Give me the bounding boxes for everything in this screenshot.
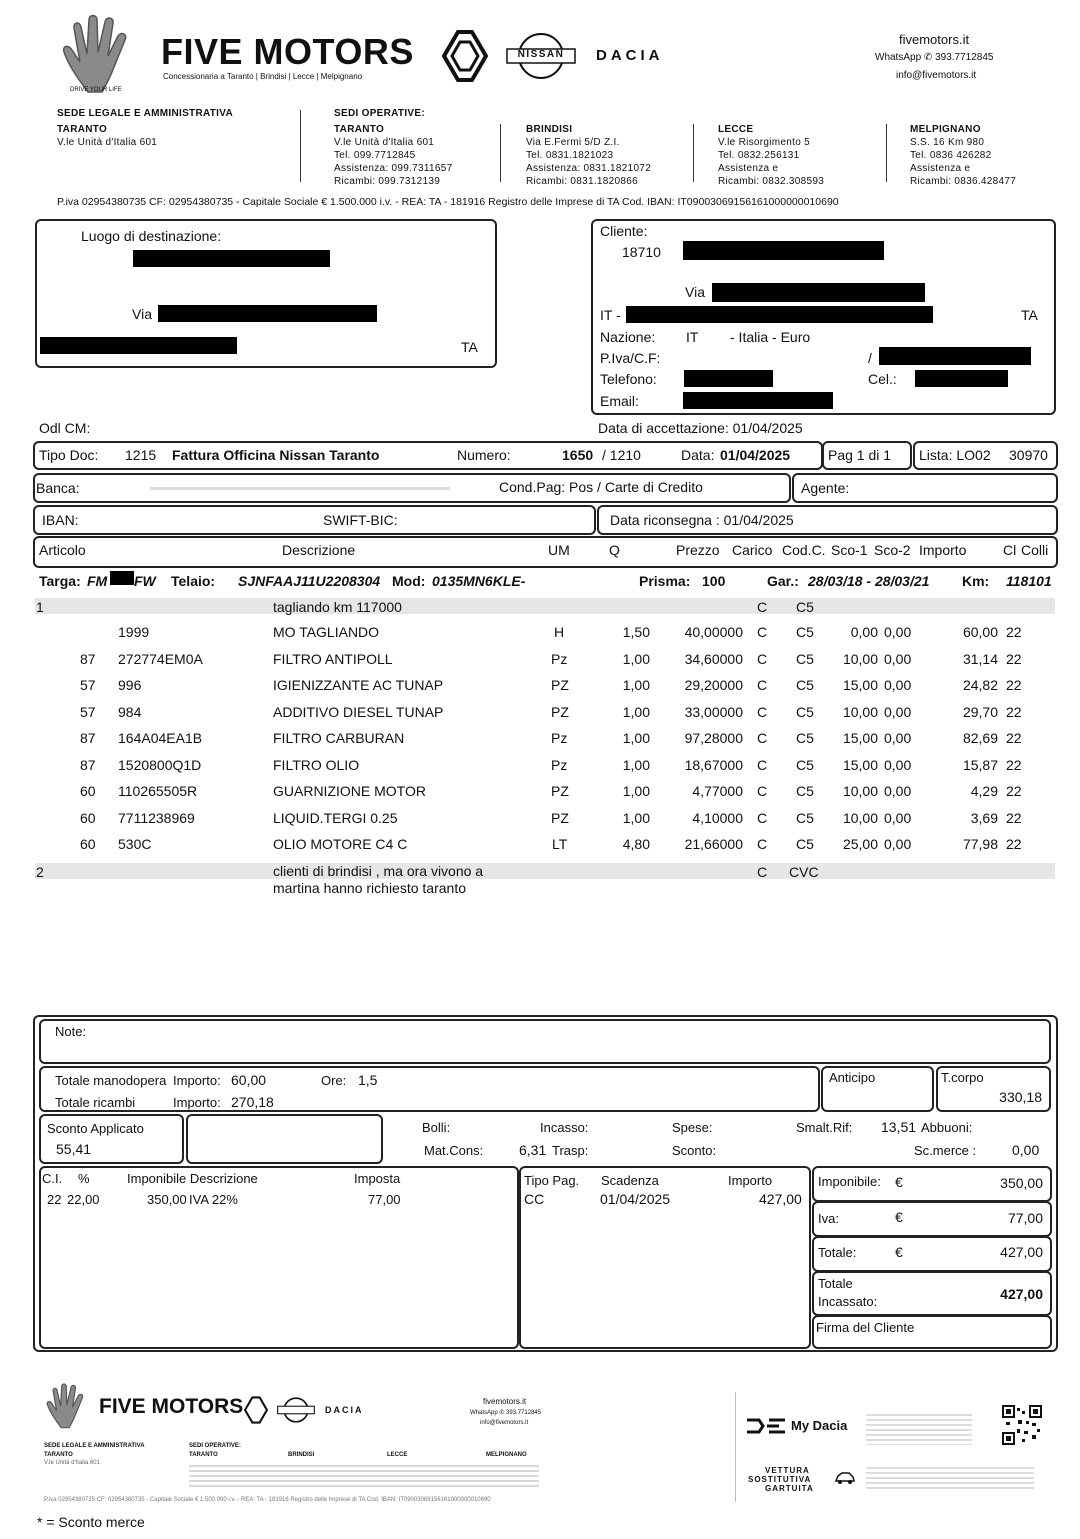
importo-label: Importo bbox=[728, 1173, 773, 1188]
anticipo-label: Anticipo bbox=[829, 1070, 876, 1085]
qr-code-icon bbox=[1002, 1405, 1042, 1445]
firma-label: Firma del Cliente bbox=[816, 1320, 915, 1335]
footer-legal-line: P.iva 02954380735 CF: 02954380735 - Capitale Sociale € 1.500.000 i.v. - REA: TA - 181916 Registro delle Imprese di TA Cod. IBAN: IT09003069156161000000010690 bbox=[44, 1497, 491, 1503]
col-prezzo: Prezzo bbox=[676, 542, 720, 558]
table-row: 60 7711238969 LIQUID.TERGI 0.25 PZ 1,00 4,10000 C C5 10,00 0,00 3,69 22 bbox=[80, 810, 1022, 826]
section-1-c: C bbox=[757, 599, 768, 615]
client-via-label: Via bbox=[685, 284, 705, 300]
col-carico: Carico bbox=[732, 542, 773, 558]
acceptance-date: Data di accettazione: 01/04/2025 bbox=[598, 420, 803, 436]
telaio-label: Telaio: bbox=[171, 573, 216, 589]
totale-label: Totale: bbox=[818, 1245, 857, 1260]
whatsapp: WhatsApp ✆ 393.7712845 bbox=[875, 52, 994, 63]
ricambi-imp: 270,18 bbox=[231, 1094, 274, 1110]
targa-end: FW bbox=[134, 573, 156, 589]
iva: 77,00 bbox=[1007, 1210, 1043, 1226]
col-sco2: Sco-2 bbox=[874, 542, 911, 558]
col-um: UM bbox=[548, 542, 570, 558]
faded-text bbox=[866, 1464, 1034, 1492]
iban-row bbox=[33, 505, 596, 535]
divider bbox=[693, 124, 694, 182]
piva-label: P.Iva/C.F: bbox=[600, 350, 661, 366]
mydacia-label: My Dacia bbox=[791, 1418, 848, 1433]
destination-province: TA bbox=[461, 339, 478, 355]
legal-line: P.iva 02954380735 CF: 02954380735 - Capitale Sociale € 1.500.000 i.v. - REA: TA - 181916 Registro delle Imprese di TA Cod. IBAN: IT09003069156161000000010690 bbox=[57, 196, 839, 208]
destination-label: Luogo di destinazione: bbox=[81, 228, 222, 244]
website: fivemotors.it bbox=[899, 32, 970, 47]
col-codc: Cod.C. bbox=[782, 542, 826, 558]
mod: 0135MN6KLE- bbox=[432, 573, 526, 589]
mano-imp-label: Importo: bbox=[173, 1073, 221, 1088]
col-importo: Importo bbox=[919, 542, 967, 558]
client-code: 18710 bbox=[622, 244, 661, 260]
email-label: Email: bbox=[600, 393, 639, 409]
totale: 427,00 bbox=[1000, 1244, 1043, 1260]
cel-label: Cel.: bbox=[868, 371, 897, 387]
blank-box bbox=[186, 1114, 383, 1164]
gar-label: Gar.: bbox=[767, 573, 799, 589]
tcorpo: 330,18 bbox=[999, 1089, 1042, 1105]
iban-label: IBAN: bbox=[42, 512, 79, 528]
swift-label: SWIFT-BIC: bbox=[323, 512, 398, 528]
section-highlight bbox=[35, 598, 1055, 614]
footer-legal-title: SEDE LEGALE E AMMINISTRATIVA bbox=[44, 1443, 145, 1449]
incassato-label-1: Totale bbox=[818, 1276, 853, 1291]
nazione-label: Nazione: bbox=[600, 329, 656, 345]
legal-address: V.le Unità d'Italia 601 bbox=[57, 137, 158, 148]
car-icon bbox=[834, 1471, 856, 1485]
footer-legal-city: TARANTO bbox=[44, 1452, 73, 1458]
ricambi-label: Totale ricambi bbox=[55, 1095, 136, 1110]
numero-label: Numero: bbox=[457, 447, 511, 463]
slogan: DRIVE YOUR LIFE bbox=[70, 87, 122, 93]
client-label: Cliente: bbox=[600, 223, 648, 239]
incasso-label: Incasso: bbox=[540, 1120, 589, 1135]
footer-operative-title: SEDI OPERATIVE: bbox=[189, 1443, 241, 1449]
iva-label: Iva: bbox=[818, 1211, 839, 1226]
imponibile-desc-label: Imponibile Descrizione bbox=[127, 1171, 258, 1186]
divider bbox=[886, 124, 887, 182]
divider bbox=[300, 110, 301, 182]
vat-pct: 22,00 bbox=[67, 1192, 100, 1207]
imposta-label: Imposta bbox=[354, 1171, 401, 1186]
nazione-value: IT bbox=[686, 329, 699, 345]
prisma: 100 bbox=[702, 573, 726, 589]
imponibile: 350,00 bbox=[1000, 1175, 1043, 1191]
odl-label: Odl CM: bbox=[39, 420, 91, 436]
col-q: Q bbox=[609, 542, 620, 558]
mano-imp: 60,00 bbox=[231, 1072, 267, 1088]
vat-desc: IVA 22% bbox=[189, 1192, 238, 1207]
renault-logo-icon bbox=[244, 1395, 268, 1425]
prisma-label: Prisma: bbox=[639, 573, 691, 589]
smalt-label: Smalt.Rif: bbox=[796, 1120, 853, 1135]
ore: 1,5 bbox=[358, 1072, 378, 1088]
euro-symbol: € bbox=[895, 1174, 903, 1190]
section-2-desc1: clienti di brindisi , ma ora vivono a bbox=[273, 863, 484, 879]
sconto-merce-note: * = Sconto merce bbox=[37, 1514, 145, 1530]
legal-city: TARANTO bbox=[57, 124, 108, 135]
scadenza: 01/04/2025 bbox=[600, 1191, 671, 1207]
table-row: 87 164A04EA1B FILTRO CARBURAN Pz 1,00 97,28000 C C5 15,00 0,00 82,69 22 bbox=[80, 730, 1022, 746]
numero-suffix: / 1210 bbox=[602, 447, 641, 463]
data-label: Data: bbox=[681, 447, 715, 463]
tipopag-label: Tipo Pag. bbox=[524, 1173, 580, 1188]
table-row: 1999 MO TAGLIANDO H 1,50 40,00000 C C5 0,00 0,00 60,00 22 bbox=[118, 624, 1022, 640]
table-row: 60 110265505R GUARNIZIONE MOTOR PZ 1,00 4,77000 C C5 10,00 0,00 4,29 22 bbox=[80, 783, 1022, 799]
footer-company-name: FIVE MOTORS bbox=[99, 1395, 244, 1418]
doc-date: 01/04/2025 bbox=[720, 447, 791, 463]
matcons-label: Mat.Cons: bbox=[424, 1143, 484, 1158]
targa: FM bbox=[87, 573, 108, 589]
faded-text bbox=[189, 1462, 539, 1488]
sconto2-label: Sconto: bbox=[672, 1143, 717, 1158]
table-row: 87 1520800Q1D FILTRO OLIO Pz 1,00 18,67000 C C5 15,00 0,00 15,87 22 bbox=[80, 757, 1022, 773]
nissan-logo-icon bbox=[276, 1396, 316, 1424]
ci-label: C.I. bbox=[42, 1171, 63, 1186]
smalt: 13,51 bbox=[881, 1119, 917, 1135]
divider bbox=[735, 1392, 736, 1502]
euro-symbol: € bbox=[895, 1209, 903, 1225]
footer-office-lecce: LECCE bbox=[387, 1452, 408, 1458]
trasp-label: Trasp: bbox=[552, 1143, 589, 1158]
client-province: TA bbox=[1021, 307, 1038, 323]
ore-label: Ore: bbox=[321, 1073, 347, 1088]
col-cl: Cl bbox=[1003, 542, 1017, 558]
section-2-code: CVC bbox=[789, 864, 819, 880]
note-label: Note: bbox=[55, 1024, 87, 1039]
hand-logo-icon bbox=[44, 1383, 92, 1429]
operative-title: SEDI OPERATIVE: bbox=[334, 108, 425, 119]
footer-dacia-brand: DACIA bbox=[325, 1405, 364, 1415]
piva-slash: / bbox=[868, 350, 872, 366]
banca-label: Banca: bbox=[36, 480, 80, 496]
vettura-line-2: SOSTITUTIVA bbox=[748, 1475, 812, 1484]
vat-box bbox=[39, 1166, 519, 1349]
tipo-doc-code: 1215 bbox=[125, 447, 157, 463]
imponibile-label: Imponibile: bbox=[818, 1174, 881, 1189]
incassato-label-2: Incassato: bbox=[818, 1294, 878, 1309]
footer-email: info@fivemotors.it bbox=[480, 1420, 529, 1426]
col-sco1: Sco-1 bbox=[831, 542, 868, 558]
footer-whatsapp: WhatsApp ✆ 393.7712845 bbox=[470, 1410, 542, 1416]
col-descrizione: Descrizione bbox=[282, 542, 356, 558]
gar: 28/03/18 - 28/03/21 bbox=[808, 573, 930, 589]
section-1-desc: tagliando km 117000 bbox=[273, 599, 402, 615]
section-highlight bbox=[35, 863, 1055, 879]
agente-label: Agente: bbox=[801, 480, 850, 496]
footer-legal-address: V.le Unità d'Italia 601 bbox=[44, 1460, 100, 1466]
divider bbox=[500, 124, 501, 182]
incassato: 427,00 bbox=[1000, 1286, 1043, 1302]
telaio: SJNFAAJ11U2208304 bbox=[238, 573, 381, 589]
section-1-num: 1 bbox=[36, 599, 44, 615]
sconto: 55,41 bbox=[56, 1141, 92, 1157]
dacia-brand: DACIA bbox=[596, 47, 664, 64]
nazione-desc: - Italia - Euro bbox=[730, 329, 811, 345]
faded-text bbox=[866, 1411, 972, 1445]
tipo-doc-desc: Fattura Officina Nissan Taranto bbox=[172, 447, 380, 463]
sconto-label: Sconto Applicato bbox=[47, 1121, 144, 1136]
client-country-prefix: IT - bbox=[600, 307, 621, 323]
tipopag: CC bbox=[524, 1191, 545, 1207]
km: 118101 bbox=[1006, 573, 1052, 589]
tcorpo-label: T.corpo bbox=[941, 1070, 984, 1085]
km-label: Km: bbox=[962, 573, 990, 589]
mano-label: Totale manodopera bbox=[55, 1073, 167, 1088]
vat-ci: 22 bbox=[47, 1192, 62, 1207]
scadenza-label: Scadenza bbox=[601, 1173, 659, 1188]
section-2-c: C bbox=[757, 864, 768, 880]
importo: 427,00 bbox=[759, 1191, 802, 1207]
footer-website: fivemotors.it bbox=[483, 1397, 527, 1406]
page-number: Pag 1 di 1 bbox=[828, 447, 892, 463]
note-box bbox=[39, 1019, 1051, 1064]
email: info@fivemotors.it bbox=[896, 70, 977, 81]
section-1-code: C5 bbox=[796, 599, 814, 615]
legal-title: SEDE LEGALE E AMMINISTRATIVA bbox=[57, 108, 233, 119]
targa-label: Targa: bbox=[39, 573, 81, 589]
destination-via-label: Via bbox=[132, 306, 152, 322]
table-row: 87 272774EM0A FILTRO ANTIPOLL Pz 1,00 34,60000 C C5 10,00 0,00 31,14 22 bbox=[80, 651, 1022, 667]
pct-label: % bbox=[78, 1171, 90, 1186]
abbuoni-label: Abbuoni: bbox=[921, 1120, 973, 1135]
section-2-desc2: martina hanno richiesto taranto bbox=[273, 880, 466, 896]
bolli-label: Bolli: bbox=[422, 1120, 451, 1135]
lista: Lista: LO02 bbox=[919, 447, 991, 463]
vettura-line-1: VETTURA bbox=[765, 1466, 810, 1475]
hand-logo-icon bbox=[58, 14, 142, 94]
spese-label: Spese: bbox=[672, 1120, 713, 1135]
col-colli: Colli bbox=[1021, 542, 1049, 558]
lista-number: 30970 bbox=[1009, 447, 1048, 463]
table-row: 57 984 ADDITIVO DIESEL TUNAP PZ 1,00 33,00000 C C5 10,00 0,00 29,70 22 bbox=[80, 704, 1022, 720]
scmerce-label: Sc.merce : bbox=[914, 1143, 977, 1158]
company-tagline: Concessionaria a Taranto | Brindisi | Lecce | Melpignano bbox=[163, 72, 363, 81]
faded-text bbox=[150, 487, 450, 490]
scmerce: 0,00 bbox=[1012, 1142, 1040, 1158]
footer-office-melpignano: MELPIGNANO bbox=[486, 1452, 527, 1458]
tipo-doc-label: Tipo Doc: bbox=[39, 447, 99, 463]
vettura-line-3: GARTUITA bbox=[765, 1484, 814, 1493]
nissan-brand: NISSAN bbox=[517, 49, 565, 60]
table-row: 57 996 IGIENIZZANTE AC TUNAP PZ 1,00 29,20000 C C5 15,00 0,00 24,82 22 bbox=[80, 677, 1022, 693]
vat-imponibile: 350,00 bbox=[147, 1192, 187, 1207]
riconsegna-date: Data riconsegna : 01/04/2025 bbox=[610, 512, 794, 528]
col-articolo: Articolo bbox=[39, 542, 86, 558]
renault-logo-icon bbox=[442, 30, 488, 82]
matcons: 6,31 bbox=[519, 1142, 547, 1158]
cond-pag: Cond.Pag: Pos / Carte di Credito bbox=[499, 479, 703, 495]
ricambi-imp-label: Importo: bbox=[173, 1095, 221, 1110]
euro-symbol: € bbox=[895, 1244, 903, 1260]
footer-office-taranto: TARANTO bbox=[189, 1452, 218, 1458]
mod-label: Mod: bbox=[392, 573, 426, 589]
vat-imposta: 77,00 bbox=[368, 1192, 401, 1207]
line-items bbox=[0, 624, 1080, 864]
mydacia-logo-icon bbox=[745, 1418, 787, 1434]
footer-office-brindisi: BRINDISI bbox=[288, 1452, 315, 1458]
numero: 1650 bbox=[562, 447, 594, 463]
table-row: 60 530C OLIO MOTORE C4 C LT 4,80 21,66000 C C5 25,00 0,00 77,98 22 bbox=[80, 836, 1022, 852]
telefono-label: Telefono: bbox=[600, 371, 657, 387]
section-2-num: 2 bbox=[36, 864, 44, 880]
company-name: FIVE MOTORS bbox=[161, 31, 414, 72]
